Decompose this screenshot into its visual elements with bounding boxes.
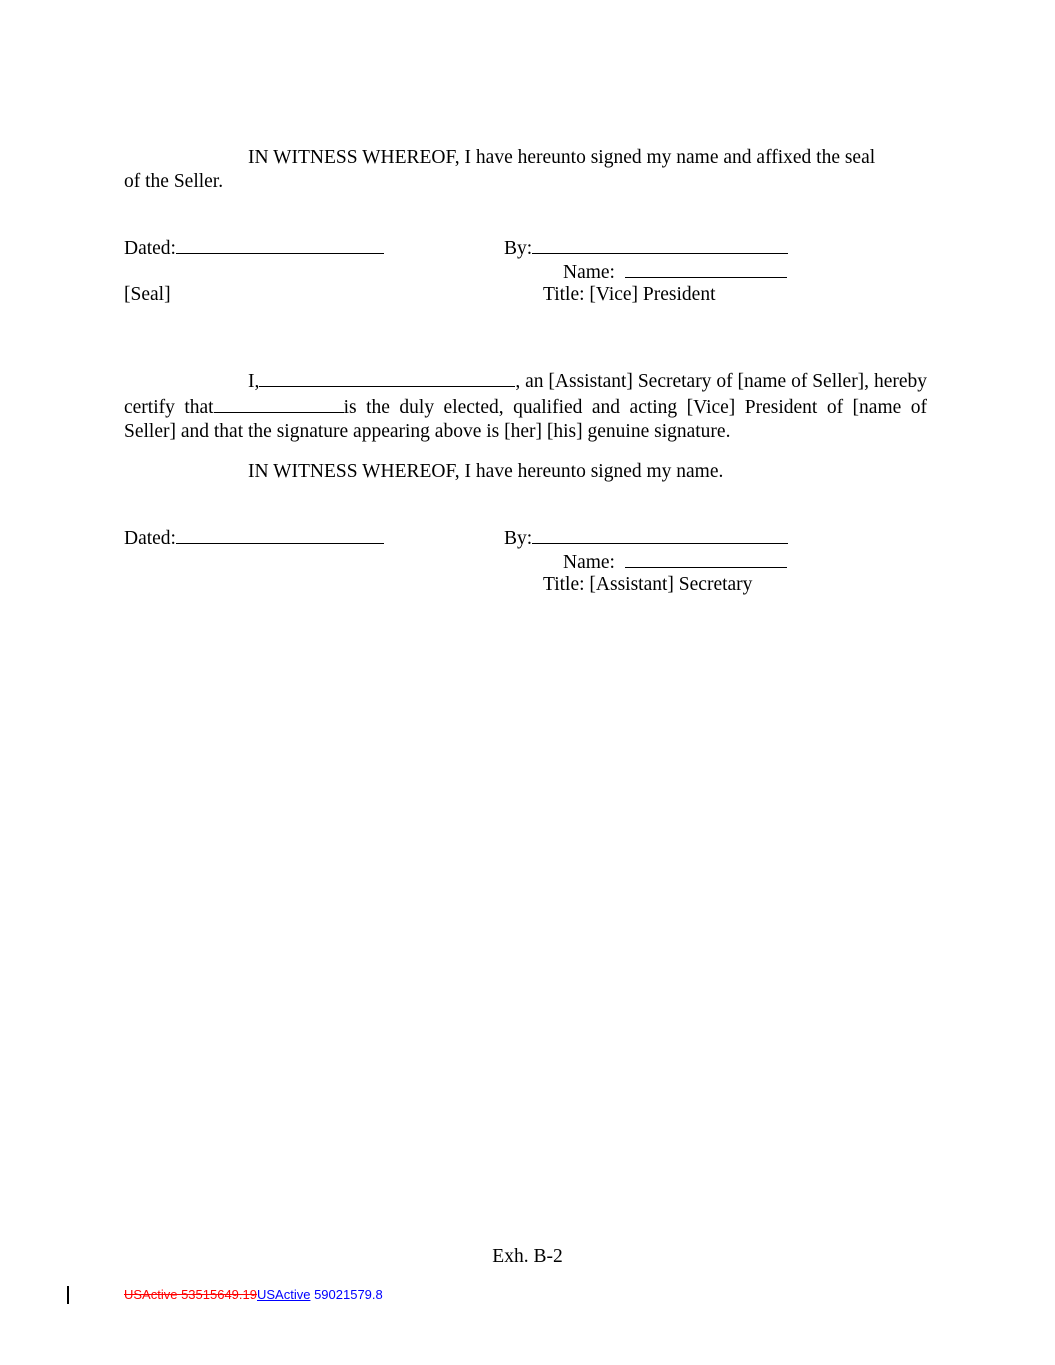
cert-part-3: is the duly elected, qualified and acting [Vice] President of [name of Seller] and that the signature appearing above is [her] [his] genuine signature. <box>124 397 928 442</box>
witness-paragraph-1-line-2: of the Seller. <box>124 171 224 192</box>
dated-label: Dated: <box>124 528 176 549</box>
signature-blank-line <box>532 525 788 544</box>
page-number <box>0 1245 1055 1269</box>
dated-label: Dated: <box>124 238 176 259</box>
by-label: By: <box>504 238 533 259</box>
name-blank-line <box>625 549 787 568</box>
certification-paragraph <box>124 368 927 444</box>
name-blank-line <box>625 259 787 278</box>
witness-paragraph-1-line-1: IN WITNESS WHEREOF, I have hereunto signed my name and affixed the seal <box>248 147 876 168</box>
cert-part-2: , an [Assistant] Secretary of [name of Seller], hereby certify that <box>124 371 927 418</box>
page-label: Exh. B-2 <box>492 1246 563 1267</box>
by-field-2 <box>504 525 788 551</box>
document-id <box>124 1287 383 1303</box>
document-id-deleted: USActive 53515649.19 <box>124 1287 257 1302</box>
president-name-blank <box>214 394 344 413</box>
document-id-inserted-prefix: USActive <box>256 1287 311 1302</box>
change-bar <box>67 1286 69 1304</box>
signature-blank-line <box>532 235 788 254</box>
by-field-1 <box>504 235 788 261</box>
by-label: By: <box>504 528 533 549</box>
title-line-1: Title: [Vice] President <box>543 284 716 305</box>
secretary-name-blank <box>259 368 515 387</box>
dated-blank-line <box>176 525 384 544</box>
name-field-1 <box>563 259 787 285</box>
title-line-2: Title: [Assistant] Secretary <box>543 574 753 595</box>
dated-blank-line <box>176 235 384 254</box>
name-field-2 <box>563 549 787 575</box>
seal-label: [Seal] <box>124 284 171 305</box>
name-label: Name: <box>563 552 615 573</box>
name-label: Name: <box>563 262 615 283</box>
dated-field-2 <box>124 525 384 551</box>
witness-paragraph-2: IN WITNESS WHEREOF, I have hereunto signed my name. <box>248 461 724 482</box>
document-id-inserted-suffix: 59021579.8 <box>310 1287 383 1302</box>
dated-field-1 <box>124 235 384 261</box>
cert-part-1: I, <box>248 371 260 392</box>
